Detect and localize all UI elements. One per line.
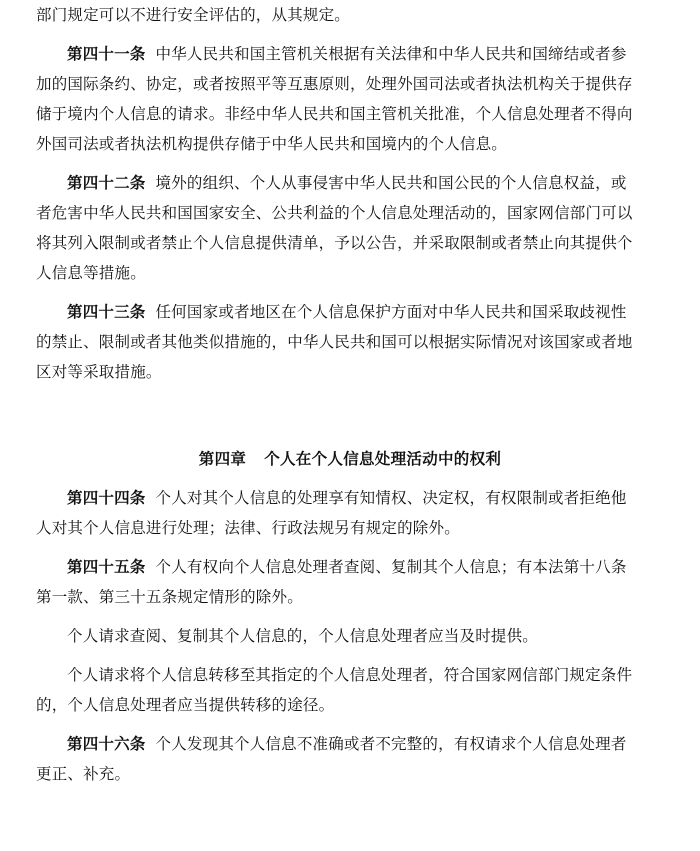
article-number: 第四十五条 [67, 558, 146, 576]
article-number: 第四十一条 [67, 45, 146, 63]
article-text-line: 加的国际条约、协定，或者按照平等互惠原则，处理外国司法或者执法机构关于提供存 [36, 75, 633, 93]
article-number: 第四十六条 [67, 735, 146, 753]
article-number: 第四十二条 [67, 174, 146, 192]
article-44 [36, 483, 664, 543]
article-text-line: 外国司法或者执法机构提供存储于中华人民共和国境内的个人信息。 [36, 135, 508, 153]
article-text-line: 中华人民共和国主管机关根据有关法律和中华人民共和国缔结或者参 [155, 45, 627, 63]
article-43 [36, 297, 664, 387]
document-page [36, 0, 664, 789]
article-42 [36, 168, 664, 288]
article-number: 第四十三条 [67, 303, 146, 321]
article-text-line: 个人发现其个人信息不准确或者不完整的，有权请求个人信息处理者 [155, 735, 627, 753]
article-text-line: 任何国家或者地区在个人信息保护方面对中华人民共和国采取歧视性 [155, 303, 627, 321]
article-41 [36, 39, 664, 159]
article-text-line: 区对等采取措施。 [36, 363, 162, 381]
article-text-line: 个人有权向个人信息处理者查阅、复制其个人信息；有本法第十八条 [155, 558, 627, 576]
article-45-paragraph-2 [36, 621, 664, 651]
article-text-line: 人信息等措施。 [36, 264, 146, 282]
chapter-heading [36, 444, 664, 474]
article-text-line: 人对其个人信息进行处理；法律、行政法规另有规定的除外。 [36, 519, 460, 537]
article-45 [36, 552, 664, 612]
article-text-line: 将其列入限制或者禁止个人信息提供清单，予以公告，并采取限制或者禁止向其提供个 [36, 234, 633, 252]
chapter-number: 第四章 [198, 450, 247, 468]
article-text-line: 的，个人信息处理者应当提供转移的途径。 [36, 696, 335, 714]
article-text-line: 个人请求将个人信息转移至其指定的个人信息处理者，符合国家网信部门规定条件 [67, 666, 633, 684]
article-text-line: 个人请求查阅、复制其个人信息的，个人信息处理者应当及时提供。 [67, 627, 539, 645]
article-text-line: 更正、补充。 [36, 765, 131, 783]
article-text-line: 第一款、第三十五条规定情形的除外。 [36, 588, 303, 606]
article-text-line: 的禁止、限制或者其他类似措施的，中华人民共和国可以根据实际情况对该国家或者地 [36, 333, 633, 351]
article-45-paragraph-3 [36, 660, 664, 720]
article-number: 第四十四条 [67, 489, 146, 507]
chapter-title: 个人在个人信息处理活动中的权利 [264, 450, 502, 468]
article-text-line: 境外的组织、个人从事侵害中华人民共和国公民的个人信息权益，或 [155, 174, 627, 192]
article-text-line: 者危害中华人民共和国国家安全、公共利益的个人信息处理活动的，国家网信部门可以 [36, 204, 633, 222]
paragraph-fragment: 部门规定可以不进行安全评估的，从其规定。 [36, 6, 351, 24]
article-46 [36, 729, 664, 789]
article-text-line: 个人对其个人信息的处理享有知情权、决定权，有权限制或者拒绝他 [155, 489, 627, 507]
article-text-line: 储于境内个人信息的请求。非经中华人民共和国主管机关批准，个人信息处理者不得向 [36, 105, 633, 123]
